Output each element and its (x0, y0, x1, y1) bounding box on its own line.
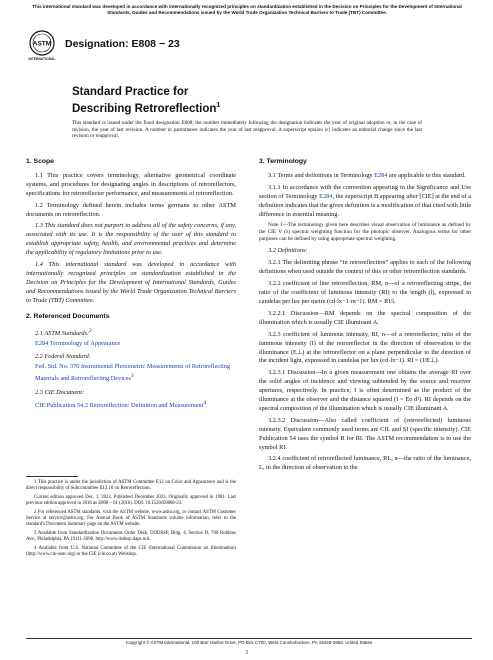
para-3-2-4: 3.2.4 coefficient of retroreflected luminance, RL, n—the ratio of the luminance, L, in the direction of observation to the (259, 455, 471, 472)
ref-cie-54-2-title[interactable]: Retroreflection: Definition and Measurement (89, 402, 204, 410)
astm-logo (29, 30, 55, 56)
ref-fed-std-370-title[interactable]: Instrumental Photometric Measurements of Retroreflecting Materials and Retroreflecting Devices (35, 363, 230, 383)
ref-cie-sup: 4 (203, 400, 207, 407)
footnote-divider (26, 476, 78, 477)
ref-astm-standards-label (26, 327, 236, 339)
para-3-1-b: are applicable to this standard. (387, 171, 466, 179)
designation: Designation: E808 − 23 (65, 38, 180, 50)
title-line-2 (72, 99, 432, 116)
para-3-1-a: 3.1 Terms and definitions in Terminology (268, 171, 375, 179)
para-1-2: 1.2 Terminology defined herein includes terms germane to other ASTM documents on retroreflection. (26, 201, 236, 218)
ref-fed-std-370 (26, 363, 236, 384)
ref-federal-label-text: 2.2 Federal Standard: (35, 353, 91, 361)
issuance-statement: This standard is issued under the fixed designation E808; the number immediately following the designation indicates the year of original adoption or, in the case of revision, the year of last revision. A number in parentheses indicates the year of last reapproval. A superscript epsilon (ε) indicates an editorial change since the last revision or reapproval. (72, 120, 422, 140)
section-scope-heading: 1. Scope (26, 158, 54, 165)
para-3-2-3-1: 3.2.3.1 Discussion—In a given measurement one obtains the average RI over the solid angles of incidence and viewing subtended by the source and receiver apertures, respectively. In practice, I is often determined as the product of the illuminance at the observer and the distance squared (I = Eo d²). RI depends on the spectral composition of the illumination which is usually CIE illuminant A. (259, 369, 471, 412)
section-terminology-heading: 3. Terminology (259, 158, 307, 165)
copyright-line: Copyright © ASTM International, 100 Barr Harbor Drive, PO Box C700, West Conshohocken, PA 19428-2959. United States (125, 640, 373, 645)
para-3-2-2-1: 3.2.2.1 Discussion—RM depends on the spectral composition of the illumination which is usually CIE illuminant A. (259, 309, 471, 326)
ref-e284-title[interactable]: Terminology of Appearance (49, 339, 121, 347)
ref-cie-54-2 (26, 399, 236, 411)
para-3-2-3: 3.2.3 coefficient of luminous intensity, RI, n—of a retroreflector, ratio of the luminous intensity (I) of the retroreflector in the direction of observation to the illuminance (E⊥) at the retroreflector on a plane perpendicular to the direction of the incident light, expressed in candelas per lux (cd·lx−1). RI = (I/E⊥). (259, 330, 471, 365)
ref-fed-sup: 3 (131, 373, 134, 380)
note-1: Note 1—The terminology given here describes visual observation of luminance as defined by the CIE V (λ) spectral weighting function for the photopic observer. Analogous terms for other purposes can be defined by using appropriate spectral weighting. (259, 222, 471, 243)
footnote-3: 3 Available from Standardization Documents Order Desk, DODSSP, Bldg. 4, Section D, 700 Robbins Ave., Philadelphia, PA 19111-5098, http://www.dodssp.daps.mil. (26, 530, 236, 543)
ref-cie-label-text: 2.3 CIE Document: (35, 389, 85, 397)
ref-federal-label (26, 353, 236, 362)
ref-cie-label (26, 389, 236, 398)
standards-notice: This international standard was developed in accordance with internationally recognized principles on standardization established in the Decision on Principles for the Development of International Standards, Guides and Recommendations issued by the World Trade Organization Technical Barriers to Trade (TBT) Committee. (32, 4, 462, 15)
svg-text:ASTM: ASTM (32, 40, 52, 48)
bottom-divider (26, 638, 472, 639)
ref-cie-54-2-link[interactable]: CIE Publication 54.2 (35, 402, 88, 410)
title-footnote-marker: 1 (216, 102, 221, 109)
para-1-4: 1.4 This international standard was developed in accordance with internationally recognized principles on standardization established in the Decision on Principles for the Development of International Standards, Guides and Recommendations issued by the World Trade Organization Technical Barriers to Trade (TBT) Committee. (26, 261, 236, 304)
para-3-1-1-a: 3.1.1 In accordance with the convention appearing in the Significance and Use section of Terminology (259, 183, 471, 200)
para-3-1-1-e284-link[interactable]: E284 (319, 192, 333, 200)
title-line-1: Standard Practice for (72, 86, 189, 98)
left-column (26, 158, 236, 412)
footnote-1a: 1 This practice is under the jurisdiction of ASTM Committee E12 on Color and Appearance and is the direct responsibility of Subcommittee E12.10 on Retroreflection. (26, 480, 236, 492)
para-1-1: 1.1 This practice covers terminology, alternative geometrical coordinate systems, and procedures for designating angles in descriptions of retroreflectors, specifications for retroreflector performance, and measurements of retroreflection. (26, 171, 236, 197)
para-3-1 (259, 172, 471, 181)
footnotes (26, 480, 236, 560)
footnote-1b: Current edition approved Dec. 1, 2023. Published December 2023. Originally approved in 1981. Last previous edition approved in 2016 as E808 – 01 (2016). DOI: 10.1520/E0808-23. (26, 494, 236, 507)
para-3-2-3-2: 3.2.3.2 Discussion—Also called coefficient of (retroreflected) luminous intensity. Equivalent commonly used terms are CIL and SI (specific intensity). CIE Publication 54 uses the symbol R for RI. The ASTM recommendation is to use the symbol RI. (259, 416, 471, 451)
para-3-1-1-b: , the superscript B appearing after [CIE] at the end of a definition indicates that the given definition is a modification of that cited with little difference in essential meaning. (259, 192, 471, 218)
para-3-1-1 (259, 184, 471, 220)
document-title (72, 86, 432, 116)
title-line-2-text: Describing Retroreflection (72, 102, 217, 115)
ref-astm-sup: 2 (89, 327, 92, 334)
para-3-1-e284-link[interactable]: E284 (374, 171, 388, 179)
para-1-3: 1.3 This standard does not purport to address all of the safety concerns, if any, associated with its use. It is the responsibility of the user of this standard to establish appropriate safety, health, and environmental practices and determine the applicability of regulatory limitations prior to use. (26, 222, 236, 257)
para-3-2-2: 3.2.2 coefficient of line retroreflection, RM, n—of a retroreflecting stripe, the ratio of the coefficient of luminous intensity (RI) to the length (l), expressed in candelas per lux per metre (cd·lx−1·m−1). RM = RI/l. (259, 280, 471, 305)
para-3-2: 3.2 Definitions: (268, 247, 308, 255)
para-3-2-1: 3.2.1 The delimiting phrase “in retroreflection” applies to each of the following definitions when used outside the context of this or other retroreflection standards. (259, 259, 471, 276)
ref-astm-label-text: 2.1 ASTM Standards: (35, 329, 90, 337)
section-referenced-docs-heading: 2. Referenced Documents (26, 312, 110, 320)
ref-fed-std-370-link[interactable]: Fed. Std. No. 370 (35, 363, 80, 371)
page-number: 1 (245, 650, 249, 656)
logo-subtext: INTERNATIONAL (28, 57, 56, 61)
footnote-4: 4 Available from U.S. National Committee of the CIE (International Commission on Illumination) (http://www.cie-usnc.org) or the CIE (cie.co.at) Webshop. (26, 545, 236, 558)
footnote-2: 2 For referenced ASTM standards, visit the ASTM website, www.astm.org, or contact ASTM Customer Service at service@astm.org. For Annual Book of ASTM Standards volume information, refer to the standard's Document Summary page on the ASTM website. (26, 509, 236, 528)
right-column (259, 158, 471, 476)
ref-e284-link[interactable]: E284 (35, 339, 49, 347)
ref-e284 (26, 340, 236, 349)
